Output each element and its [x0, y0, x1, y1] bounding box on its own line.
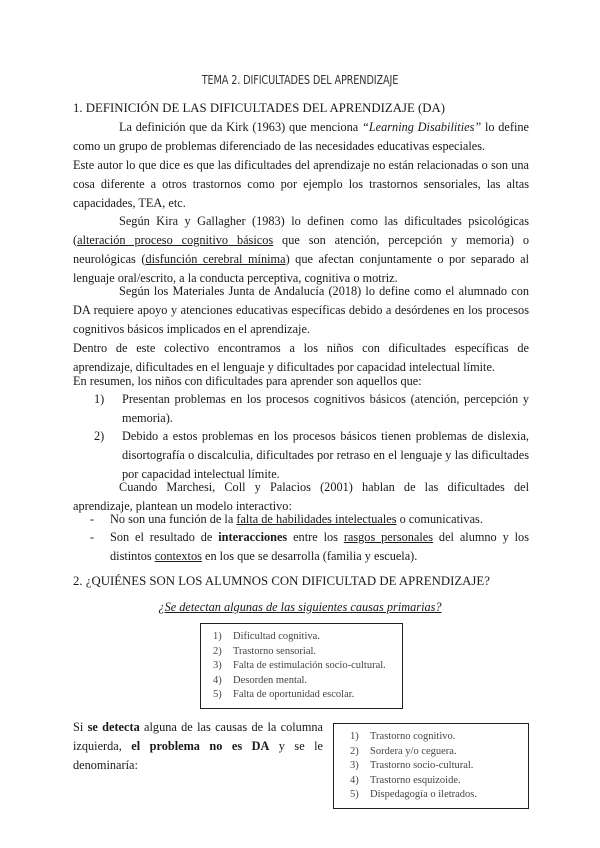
alternative-diagnosis-box: [333, 723, 529, 809]
list-item: 3) Falta de estimulación socio-cultural.: [213, 660, 386, 672]
list-item: 1) Dificultad cognitiva.: [213, 631, 320, 642]
summary-intro: En resumen, los niños con dificultades para aprender son aquellos que:: [73, 374, 422, 388]
list-item: 4) Desorden mental.: [213, 674, 308, 686]
section-1-heading: 1. DEFINICIÓN DE LAS DIFICULTADES DEL APRENDIZAJE (DA): [73, 101, 445, 115]
conclusion-paragraph: Si se detecta alguna de las causas de la columna izquierda, el problema no es DA y se le denominaría:: [73, 720, 323, 772]
list-item: 2) Sordera y/o ceguera.: [350, 745, 457, 757]
paragraph-marchesi: Cuando Marchesi, Coll y Palacios (2001) hablan de las dificultades del aprendizaje, plantean un modelo interactivo:: [73, 480, 529, 513]
list-item: 2) Debido a estos problemas en los procesos básicos tienen problemas de dislexia, disortografía o discalculia, dificultades por retraso en el lenguaje y las dificultades por capacidad intelectual límite.: [94, 429, 529, 481]
list-item: 3) Trastorno socio-cultural.: [350, 760, 474, 772]
primary-causes-box: [200, 623, 403, 709]
bullet-item: - No son una función de la falta de habilidades intelectuales o comunicativas.: [90, 512, 483, 526]
list-item: 1) Trastorno cognitivo.: [350, 731, 456, 742]
list-item: 4) Trastorno esquizoide.: [350, 774, 461, 786]
bullet-item: - Son el resultado de interacciones entre los rasgos personales del alumno y los distintos contextos en los que se desarrolla (familia y escuela).: [90, 530, 529, 563]
paragraph-junta-andalucia: Según los Materiales Junta de Andalucía (2018) lo define como el alumnado con DA requiere apoyo y atenciones educativas específicas debido a desórdenes en los procesos cognitivos básicos implicados en el aprendizaje. Dentro de este colectivo encontramos a los niños con dificultades específicas de aprendizaje, dificultades en el lenguaje y dificultades por capacidad intelectual límite.: [73, 284, 529, 374]
list-item: 5) Dispedagogía o iletrados.: [350, 789, 478, 801]
section-2-heading: 2. ¿QUIÉNES SON LOS ALUMNOS CON DIFICULTAD DE APRENDIZAJE?: [73, 574, 490, 588]
page-title: TEMA 2. DIFICULTADES DEL APRENDIZAJE: [201, 72, 399, 87]
list-item: 2) Trastorno sensorial.: [213, 645, 317, 657]
paragraph-kirk: La definición que da Kirk (1963) que menciona “Learning Disabilities” lo define como un grupo de problemas diferenciado de las necesidades educativas especiales. Este autor lo que dice es que las dificultades del aprendizaje no están relacionadas o son una cosa diferente a otros trastornos como por ejemplo los trastornos sensoriales, las altas capacidades, TEA, etc.: [73, 120, 529, 210]
list-item: 1) Presentan problemas en los procesos cognitivos básicos (atención, percepción y memoria).: [94, 392, 529, 425]
paragraph-kira-gallagher: Según Kira y Gallagher (1983) lo definen como las dificultades psicológicas (alteración proceso cognitivo básicos que son atención, percepción y memoria) o neurológicas (disfunción cerebral mínima) que afectan conjuntamente o por separado al lenguaje oral/escrito, a la conducta perceptiva, cognitiva o motriz.: [73, 214, 530, 285]
primary-causes-question: ¿Se detectan algunas de las siguientes causas primarias?: [158, 600, 442, 614]
list-item: 5) Falta de oportunidad escolar.: [213, 689, 355, 701]
